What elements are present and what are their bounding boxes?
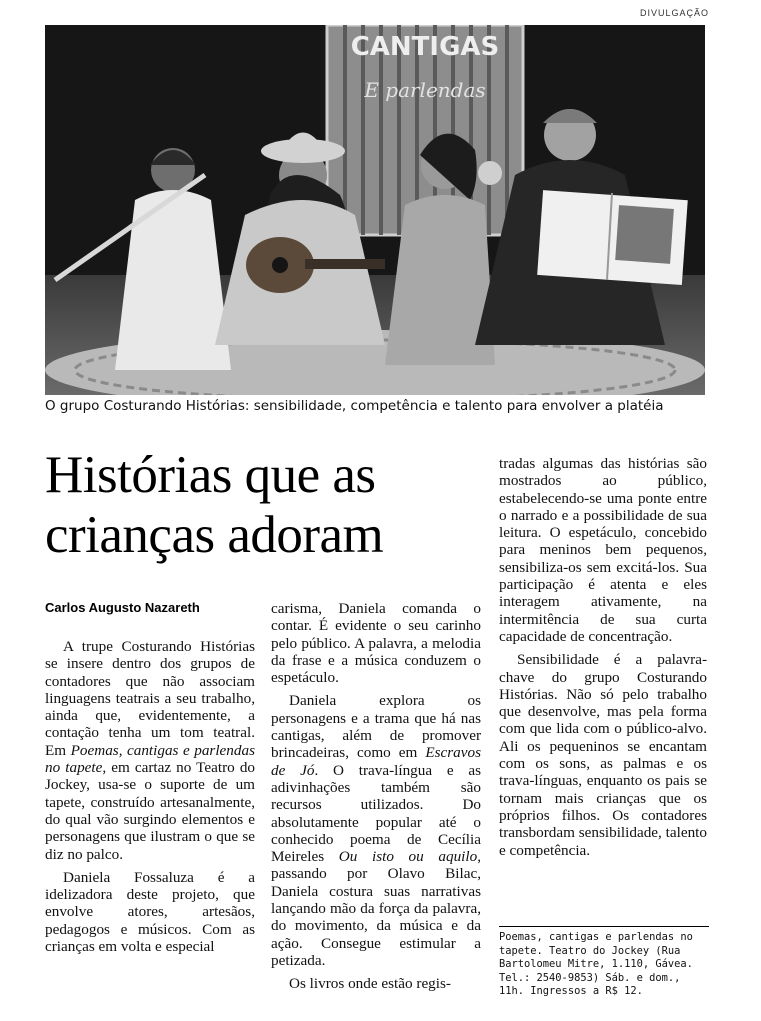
work-title: Escravos de Jó — [271, 744, 481, 779]
article-column-3 — [499, 455, 707, 859]
text-run: . O trava-língua e as adivinhações também são recursos utilizados. Do absolutamente popular até o conhecido poema de Cecília Meireles — [271, 761, 482, 866]
paragraph: carisma, Daniela comanda o contar. É evidente o seu carinho pelo público. A palavra, a melodia da frase e a música conduzem o espetáculo. — [271, 600, 481, 687]
paragraph: tradas algumas das histórias são mostrados ao público, estabelecendo-se uma ponte entre o narrado e a possibilidade de sua leitura. O espetáculo, concebido para meninos bem pequenos, sensibiliza-os sem excitá-los. Sua participação é atenta e eles interagem ativamente, na intermitência de sua curta capacidade de concentração. — [499, 455, 707, 645]
headline-line-2: crianças adoram — [45, 506, 384, 564]
text-run: Daniela explora os personagens e a trama que há nas cantigas, além de promover brincadeiras, como em — [271, 692, 481, 762]
article-photo — [45, 25, 705, 395]
headline — [45, 445, 485, 565]
text-run: , em cartaz no Teatro do Jockey, usa-se o suporte de um tapete, construído artesanalmente, do qual vão surgindo elementos e personagens que ilustram o que se diz no palco. — [45, 759, 256, 863]
work-title: Ou isto ou aquilo — [338, 848, 478, 866]
paragraph: Sensibilidade é a palavra-chave do grupo Costurando Histórias. Não só pelo trabalho que desenvolve, mas pela forma com que lida com o público-alvo. Ali os pequeninos se encantam com os sons, as palmas e os trava-línguas, enquanto os pais se tornam mais crianças que os próprios filhos. Os contadores transbordam sensibilidade, talento e competência. — [499, 651, 707, 859]
show-info-box — [499, 926, 709, 999]
paragraph: Os livros onde estão regis- — [289, 975, 451, 993]
text-run: , passando por Olavo Bilac, Daniela costura suas narrativas lançando mão da força da palavra, do movimento, da música e da ação. Consegue estimular a petizada. — [271, 848, 481, 969]
photo-credit: DIVULGAÇÃO — [639, 8, 709, 18]
headline-line-1: Histórias que as — [45, 446, 376, 504]
article-column-2 — [271, 600, 481, 993]
byline: Carlos Augusto Nazareth — [45, 600, 200, 615]
photo-caption: O grupo Costurando Histórias: sensibilidade, competência e talento para envolver a platéia — [45, 398, 664, 414]
performers-illustration — [45, 25, 705, 395]
paragraph — [45, 638, 255, 863]
paragraph — [271, 692, 481, 969]
show-info-text: Poemas, cantigas e parlendas no tapete. Teatro do Jockey (Rua Bartolomeu Mitre, 1.110, Gávea. Tel.: 2540-9853) Sáb. e dom., 11h. Ingressos a R$ 12. — [499, 931, 693, 997]
show-title: Poemas, cantigas e parlendas no tapete — [45, 741, 255, 777]
text-run: A trupe Costurando Histórias se insere dentro dos grupos de contadores que não associam linguagens teatrais a seu trabalho, ainda que, evidentemente, a contação tenha um tom teatral. Em — [45, 638, 255, 759]
paragraph: Daniela Fossaluza é a idelizadora deste projeto, que envolve atores, artesãos, pedagogos e músicos. Com as crianças em volta e especial — [45, 868, 255, 956]
banner-subtitle: E parlendas — [364, 78, 486, 102]
article-column-1 — [45, 638, 255, 955]
banner-title: CANTIGAS — [350, 32, 500, 62]
